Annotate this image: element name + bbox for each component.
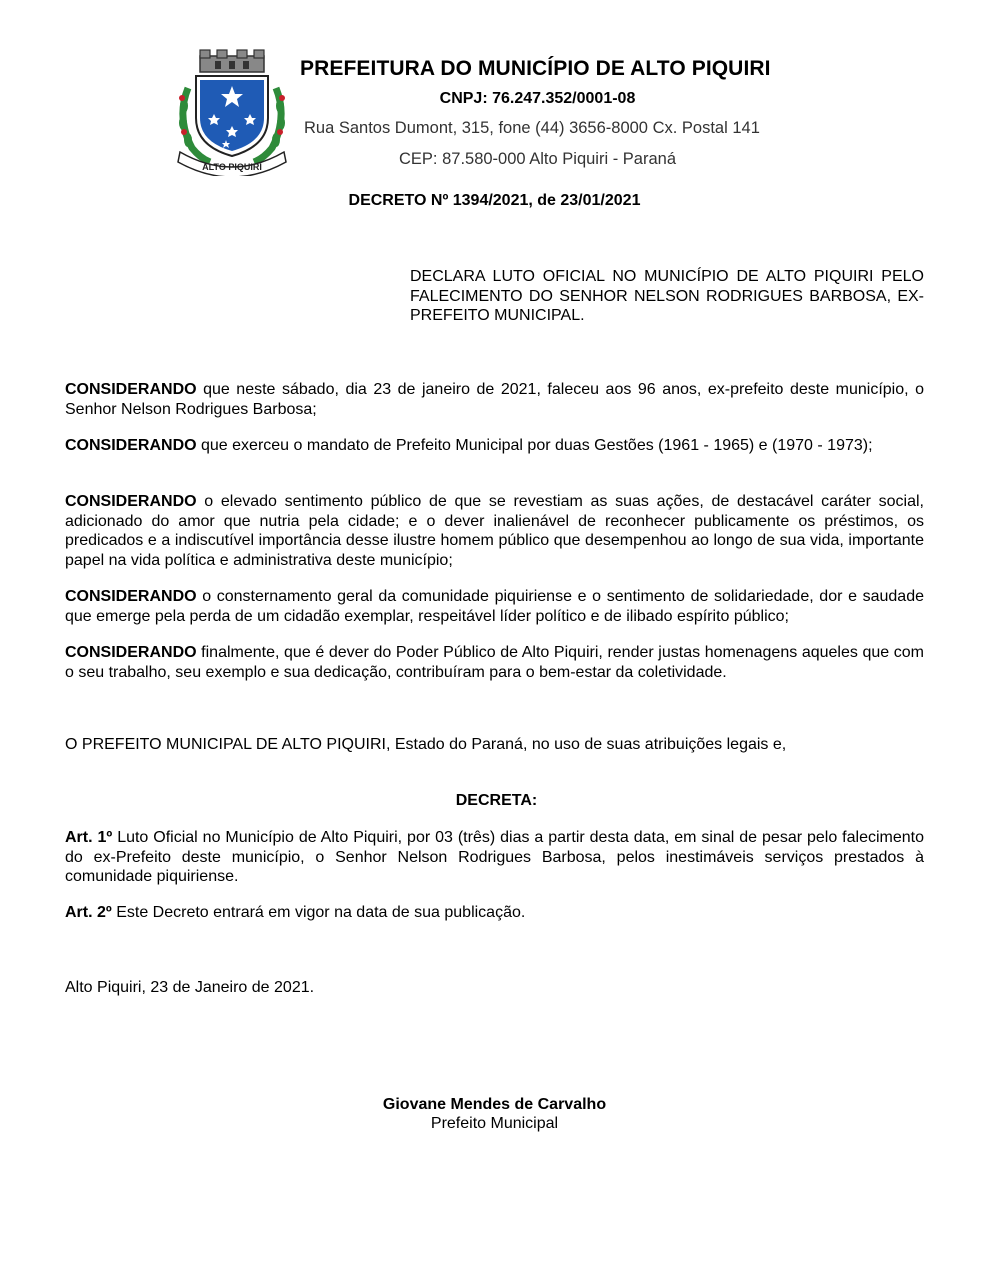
considerando-paragraph <box>65 643 924 682</box>
crest-motto-text: ALTO PIQUIRI <box>202 162 262 172</box>
cnpj-line: CNPJ: 76.247.352/0001-08 <box>439 90 636 107</box>
considerando-lead: CONSIDERANDO <box>65 493 197 510</box>
considerando-paragraph <box>65 436 924 456</box>
article-lead: Art. 1º <box>65 829 113 846</box>
cep-line: CEP: 87.580-000 Alto Piquiri - Paraná <box>399 150 676 168</box>
municipality-header-title: PREFEITURA DO MUNICÍPIO DE ALTO PIQUIRI <box>300 57 771 80</box>
place-and-date: Alto Piquiri, 23 de Janeiro de 2021. <box>65 979 315 996</box>
signatory-name: Giovane Mendes de Carvalho <box>382 1096 607 1113</box>
article-paragraph <box>65 903 924 923</box>
considerando-paragraph <box>65 587 924 626</box>
considerando-text: o consternamento geral da comunidade piquiriense e o sentimento de solidariedade, dor e saudade que emerge pela perda de um cidadão exemplar, respeitável líder político e de ilibado espírito público; <box>65 588 924 625</box>
article-lead: Art. 2º <box>65 904 112 921</box>
article-text: Este Decreto entrará em vigor na data de sua publicação. <box>111 904 526 921</box>
considerando-lead: CONSIDERANDO <box>65 381 197 398</box>
address-line: Rua Santos Dumont, 315, fone (44) 3656-8000 Cx. Postal 141 <box>304 119 760 137</box>
considerando-lead: CONSIDERANDO <box>65 437 197 454</box>
decree-title: DECRETO Nº 1394/2021, de 23/01/2021 <box>348 192 641 209</box>
considerando-text: que neste sábado, dia 23 de janeiro de 2021, faleceu aos 96 anos, ex-prefeito deste município, o Senhor Nelson Rodrigues Barbosa; <box>65 381 924 418</box>
article-text: Luto Oficial no Município de Alto Piquiri, por 03 (três) dias a partir desta data, em sinal de pesar pelo falecimento do ex-Prefeito deste município, o Senhor Nelson Rodrigues Barbosa, pelos inestimáveis serviços prestados à comunidade piquiriense. <box>65 829 925 885</box>
considerando-text: o elevado sentimento público de que se revestiam as suas ações, de destacável caráter social, adicionado do amor que nutria pela cidade; e o dever inalienável de reconhecer publicamente os préstimos, os predicados e a indiscutível importância desse ilustre homem público que desempenhou ao longo de sua vida, importante papel na vida política e administrativa deste município; <box>65 493 924 569</box>
decreta-heading: DECRETA: <box>455 792 538 809</box>
article-paragraph <box>65 828 924 887</box>
considerando-paragraph <box>65 380 924 419</box>
decree-ementa: DECLARA LUTO OFICIAL NO MUNICÍPIO DE ALTO PIQUIRI PELO FALECIMENTO DO SENHOR NELSON RODRIGUES BARBOSA, EX-PREFEITO MUNICIPAL. <box>410 268 924 324</box>
considerando-lead: CONSIDERANDO <box>65 588 197 605</box>
considerando-text: que exerceu o mandato de Prefeito Municipal por duas Gestões (1961 - 1965) e (1970 - 1973); <box>196 437 873 454</box>
considerando-text: finalmente, que é dever do Poder Público de Alto Piquiri, render justas homenagens aqueles que com o seu trabalho, seu exemplo e sua dedicação, contribuíram para o bem-estar da coletividade. <box>65 644 924 681</box>
considerando-lead: CONSIDERANDO <box>65 644 197 661</box>
decree-preamble: O PREFEITO MUNICIPAL DE ALTO PIQUIRI, Estado do Paraná, no uso de suas atribuições legais e, <box>65 736 787 753</box>
signatory-role: Prefeito Municipal <box>430 1115 559 1132</box>
considerando-paragraph <box>65 492 924 570</box>
